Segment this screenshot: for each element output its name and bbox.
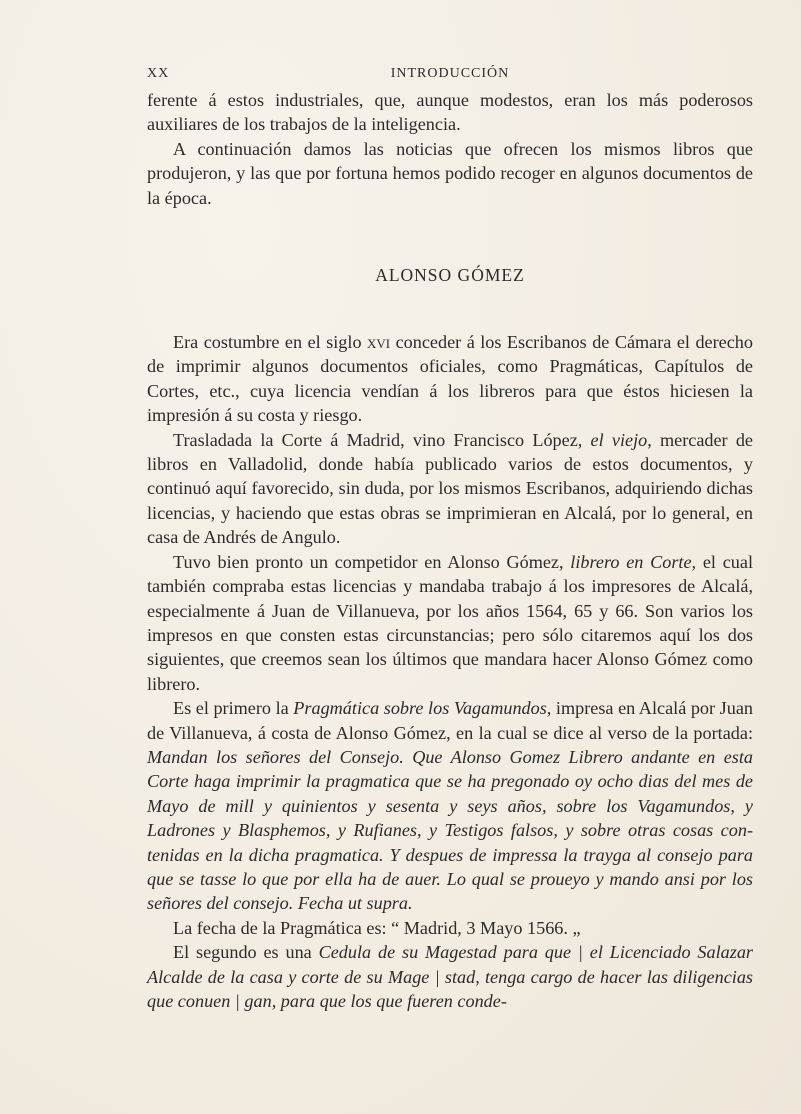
paragraph-6: [147, 940, 753, 1013]
quoted-title: Cedula de su Magestad para que | el Licenciado Salazar Alcalde de la casa y corte de su Mage | stad, tenga cargo de hacer las diligencias que conuen | gan, para que los que fueren conde-: [147, 942, 753, 1011]
text-run: Trasladada la Corte á Madrid, vino Francisco López,: [173, 429, 591, 450]
paragraph-intro: A continuación damos las noticias que ofrecen los mismos libros que produjeron, y las que por fortuna hemos podido recoger en algunos documentos de la época.: [147, 138, 753, 208]
italic-run: el viejo: [590, 429, 648, 450]
italic-run: Pragmática sobre los Vagamundos,: [293, 698, 552, 719]
page-number: XX: [147, 66, 170, 81]
text-run: impresa en Alcalá por Juan de Villanueva, á costa de Alonso Gómez, en la cual se dice al verso de la portada:: [147, 698, 753, 743]
paragraph-2: [147, 428, 753, 550]
text-run: Es el primero la: [173, 698, 294, 719]
text-run: el cual también compraba estas licencias y mandaba trabajo á los impresores de Alcalá, especialmente á Juan de Villanueva, por los años 1564, 65 y 66. Son varios los impresos en que consten estas circunstancias; pero sólo citaremos aquí los dos siguientes, que creemos sean los últimos que mandara hacer Alonso Gómez como librero.: [147, 551, 754, 694]
paragraph-1: [147, 330, 753, 428]
text-run: El segundo es una: [173, 942, 319, 963]
text-run: Tuvo bien pronto un competidor en Alonso Gómez,: [173, 551, 571, 572]
italic-run: librero en Corte,: [570, 551, 697, 572]
running-title: INTRODUCCIÓN: [390, 66, 510, 81]
text-run: Era costumbre en el siglo: [173, 332, 368, 353]
paragraph-continued: ferente á estos industriales, que, aunque modestos, eran los más poderosos auxiliares de los trabajos de la inteligencia.: [147, 90, 753, 135]
book-page: [147, 62, 753, 1013]
paragraph-5: La fecha de la Pragmática es: “ Madrid, 3 Mayo 1566. „: [173, 917, 581, 938]
paragraph-4: [147, 696, 753, 916]
running-head: [147, 62, 753, 88]
text-run: , mercader de libros en Valladolid, donde había publicado varios de estos documentos, y continuó aquí favorecido, sin duda, por los mismos Escribanos, adquiriendo dichas licencias, y haciendo que estas obras se imprimieran en Alcalá, por lo general, en casa de Andrés de Angulo.: [147, 429, 753, 548]
text-run: conceder á los Escribanos de Cámara el derecho de imprimir algunos documentos oficiales, como Pragmáticas, Capítulos de Cortes, etc., cuya licencia vendían á los libreros para que éstos hiciesen la impresión á su costa y riesgo.: [147, 332, 753, 426]
century-numeral: xvi: [367, 332, 391, 353]
section-heading: ALONSO GÓMEZ: [375, 265, 525, 286]
body-text: [147, 88, 753, 1013]
paragraph-3: [147, 550, 753, 696]
quoted-document: Mandan los señores del Consejo. Que Alonso Gomez Librero andante en esta Corte haga imprimir la pragmatica que se ha pregonado oy ocho dias del mes de Mayo de mill y quinientos y sesenta y seys años, sobre los Vagamundos, y Ladrones y Blasphemos, y Rufianes, y Testigos falsos, y sobre otras cosas contenidas en la dicha pragmatica. Y despues de impressa la trayga al consejo para que se tasse lo que por ella ha de auer. Lo qual se proueyo y mando ansi por los señores del consejo. Fecha ut supra.: [147, 746, 753, 914]
